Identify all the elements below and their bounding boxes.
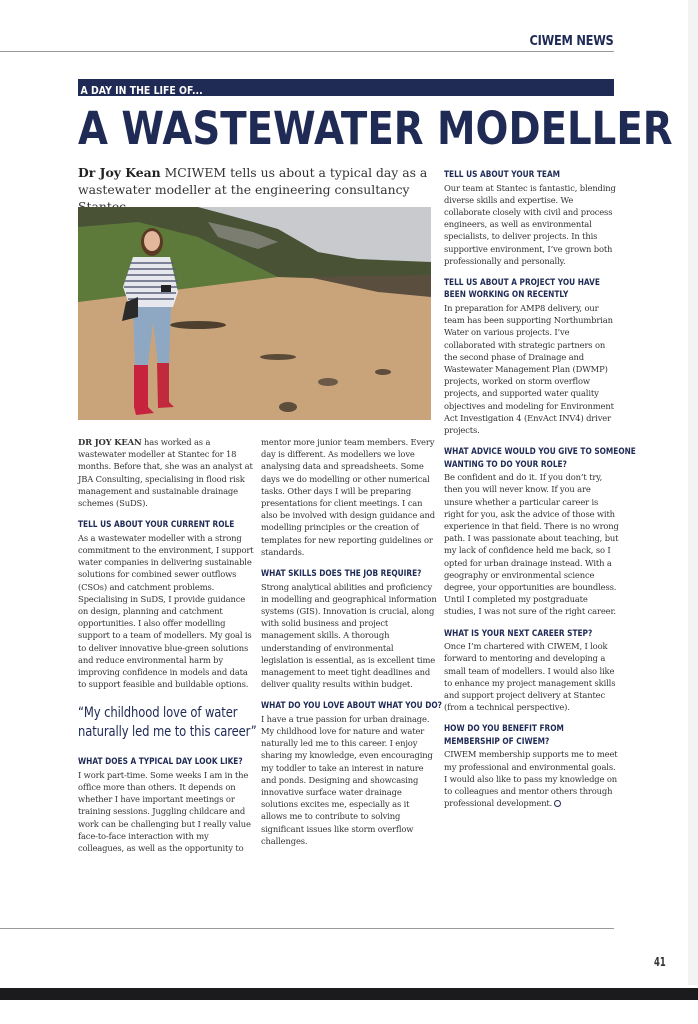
face [144,231,160,251]
question-heading: WHAT DOES A TYPICAL DAY LOOK LIKE? [78,757,243,768]
camera [161,285,171,292]
answer-paragraph: As a wastewater modeller with a strong commitment to the environment, I support water companies in delivering sustainable solutions for combined sewer outflows (CSOs) and catchment problems. Specialising in SuDS, I provide guidance on design, planning and catchment opportunities. I also offer modelling support to a team of modellers. My goal is to deliver innovative blue-green solutions and reduce environmental harm by improving confidence in models and data to support feasible and buildable options. [78,532,254,690]
intro-text: has worked as a wastewater modeller at Stantec for 18 months. Before that, she was an analyst at JBA Consulting, specialising in flood risk management and sustainable drainage schemes (SuDS). [78,437,253,509]
answer-paragraph: I have a true passion for urban drainage. My childhood love for nature and water naturally led me to this career. I enjoy sharing my knowledge, even encouraging my toddler to take an interest in nature and ponds. Designing and showcasing innovative surface water drainage solutions excites me, especially as it allows me to contribute to solving significant issues like storm overflow challenges. [261,713,433,846]
answer-paragraph: In preparation for AMP8 delivery, our team has been supporting Northumbrian Water on various projects. I’ve collaborated with strategic partners on the second phase of Drainage and Wastewater Management Plan (DWMP) projects, worked on storm overflow projects, and supported water quality objectives and modeling for Environment Act Investigation 4 (EnvAct INV4) driver projects. [444,302,614,435]
pull-quote-line: “My childhood love of water [78,705,238,722]
column-3 [444,169,636,809]
page-edge-shadow [688,0,698,985]
column-1 [78,436,257,854]
stone [318,378,338,386]
header-divider [0,51,614,52]
below-band [0,1000,698,1024]
answer-paragraph: Once I’m chartered with CIWEM, I look forward to mentoring and developing a small team of modellers. I would also like to enhance my project management skills and support project delivery at Stantec (from a technical perspective). [444,641,616,713]
question-heading: MEMBERSHIP OF CIWEM? [444,736,550,747]
footer-divider [0,928,614,929]
beach-photo-illustration [78,207,431,420]
question-heading: BEEN WORKING ON RECENTLY [444,290,569,301]
question-heading: WANTING TO DO YOUR ROLE? [444,459,567,470]
answer-text: CIWEM membership supports me to meet my professional and environmental goals. I would also like to pass my knowledge on to colleagues and mentor others through professional development. [444,749,618,809]
seaweed [260,354,296,360]
pull-quote-line: naturally led me to this career” [78,724,257,741]
seaweed [170,321,226,329]
question-heading: TELL US ABOUT YOUR CURRENT ROLE [78,520,235,531]
answer-paragraph: I work part-time. Some weeks I am in the office more than others. It depends on whether I have important meetings or training sessions. Juggling childcare and work can be challenging but I really value face-to-face interaction with my colleagues, as well as the opportunity to [78,769,251,854]
question-heading: TELL US ABOUT YOUR TEAM [444,170,561,180]
question-heading: WHAT IS YOUR NEXT CAREER STEP? [444,628,593,639]
standfirst-text: MCIWEM tells us about a typical day as a wastewater modeller at the engineering consultancy [78,165,428,197]
pull-quote [78,704,257,742]
answer-paragraph [444,748,620,809]
question-heading: TELL US ABOUT A PROJECT YOU HAVE [444,277,600,288]
intro-paragraph [78,436,254,509]
column-2 [261,436,442,847]
headline: A WASTEWATER MODELLER [78,102,673,155]
stone [375,369,391,375]
kicker-text: A DAY IN THE LIFE OF... [80,84,203,97]
stripes [124,263,178,299]
answer-paragraph: Be confident and do it. If you don’t try, then you will never know. If you are unsure whether a particular career is right for you, ask the advice of those with experience in that field. There is no wrong path. I was passionate about teaching, but my lack of confidence held me back, so I opted for urban drainage instead. With a geography or environmental science degree, your opportunities are boundless. Until I completed my postgraduate studies, I was not sure of the right career. [444,472,619,617]
bottom-band [0,988,698,1000]
question-heading: WHAT ADVICE WOULD YOU GIVE TO SOMEONE [444,447,636,458]
article-photo [78,207,431,420]
kicker-bar [78,79,614,96]
question-heading: WHAT DO YOU LOVE ABOUT WHAT YOU DO? [261,701,442,712]
stone [279,402,297,412]
answer-paragraph: Strong analytical abilities and proficiency in modelling and geographical information systems (GIS). Innovation is crucial, along with solid business and project management skills. A thorough understanding of environmental legislation is essential, as is excellent time management to meet tight deadlines and deliver quality results within budget. [261,581,437,690]
question-heading: WHAT SKILLS DOES THE JOB REQUIRE? [261,569,422,580]
answer-paragraph-continued: mentor more junior team members. Every day is different. As modellers we love analysing data and spreadsheets. Some days we do modelling or other numerical tasks. Other days I will be preparing presentations for client meetings. I can also be involved with design guidance and modelling principles or the creation of templates for new reporting guidelines or standards. [261,437,435,557]
section-label: CIWEM NEWS [529,34,614,49]
intro-name: DR JOY KEAN [78,437,142,447]
question-heading: HOW DO YOU BENEFIT FROM [444,724,564,735]
page-number: 41 [654,955,666,969]
standfirst-name: Dr Joy Kean [78,165,161,180]
answer-paragraph: Our team at Stantec is fantastic, blending diverse skills and expertise. We collaborate closely with civil and process engineers, as well as environmental specialists, to deliver projects. In this supportive environment, I’ve grown both professionally and personally. [444,182,616,266]
end-of-article-icon [554,800,561,807]
